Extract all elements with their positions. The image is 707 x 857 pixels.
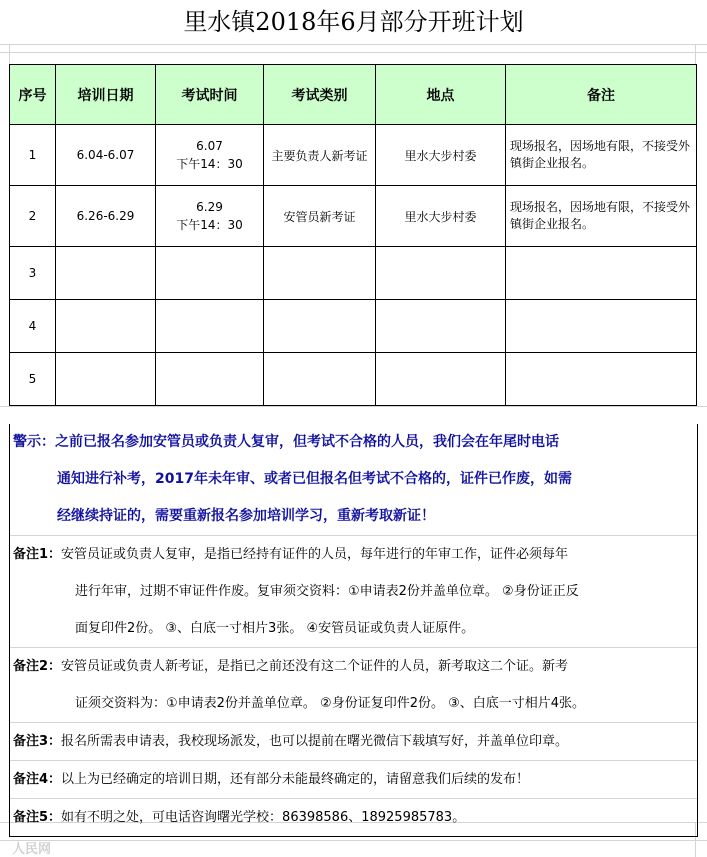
cell-no: 2: [10, 186, 56, 247]
empty-cell: [376, 353, 506, 406]
table-row: [10, 125, 697, 186]
header-cell: 地点: [376, 65, 506, 125]
schedule-table: [9, 64, 697, 406]
cell-place: 里水大步村委: [376, 125, 506, 186]
empty-cell: [156, 353, 264, 406]
grid-line: [0, 44, 707, 45]
warning-line: 经继续持证的，需要重新报名参加培训学习，重新考取新证！: [57, 508, 435, 524]
note-text: 如有不明之处，可电话咨询曙光学校：86398586、18925985783。: [61, 810, 466, 825]
header-cell: 考试时间: [156, 65, 264, 125]
watermark: 人民网: [12, 842, 52, 857]
note-3: [10, 723, 697, 761]
header-cell: 考试类别: [264, 65, 376, 125]
note-label: 备注2：: [13, 659, 62, 674]
header-cell: 备注: [506, 65, 697, 125]
table-row: [10, 300, 697, 353]
note-label: 备注5：: [13, 810, 62, 825]
cell-no: 4: [10, 300, 56, 353]
exam-clock: 下午14：30: [176, 157, 243, 171]
cell-exam-time: [156, 186, 264, 247]
note-text: 证须交资料为：①申请表2份并盖单位章。 ②身份证复印件2份。 ③、白底一寸相片4张。: [75, 696, 586, 711]
note-text: 安管员证或负责人新考证，是指已之前还没有这二个证件的人员，新考取这二个证。新考: [61, 659, 569, 674]
table-row: [10, 247, 697, 300]
note-5: [10, 799, 697, 837]
exam-date: 6.29: [196, 200, 223, 214]
empty-cell: [264, 353, 376, 406]
cell-place: 里水大步村委: [376, 186, 506, 247]
grid-line: [0, 52, 707, 53]
cell-no: 5: [10, 353, 56, 406]
empty-cell: [56, 353, 156, 406]
page-title: 里水镇2018年6月部分开班计划: [183, 8, 524, 36]
cell-no: 3: [10, 247, 56, 300]
empty-cell: [56, 247, 156, 300]
note-4: [10, 761, 697, 799]
cell-date: 6.04-6.07: [56, 125, 156, 186]
cell-date: 6.26-6.29: [56, 186, 156, 247]
note-text: 安管员证或负责人复审，是指已经持有证件的人员，每年进行的年审工作，证件必须每年: [61, 547, 569, 562]
note-1: [10, 536, 697, 648]
note-text: 以上为已经确定的培训日期，还有部分未能最终确定的，请留意我们后续的发布！: [61, 772, 530, 787]
note-label: 备注4：: [13, 772, 62, 787]
empty-cell: [264, 300, 376, 353]
exam-clock: 下午14：30: [176, 218, 243, 232]
table-row: [10, 353, 697, 406]
warning-line: 警示：之前已报名参加安管员或负责人复审，但考试不合格的人员，我们会在年尾时电话: [13, 434, 559, 450]
empty-cell: [156, 300, 264, 353]
table-header-row: [10, 65, 697, 125]
empty-cell: [56, 300, 156, 353]
cell-remark: 现场报名，因场地有限，不接受外镇街企业报名。: [506, 125, 697, 186]
empty-cell: [156, 247, 264, 300]
notes-section: [9, 424, 698, 837]
grid-line: [9, 44, 10, 64]
warning-line: 通知进行补考，2017年未年审、或者已但报名但考试不合格的，证件已作废，如需: [57, 471, 572, 487]
note-text: 面复印件2份。 ③、白底一寸相片3张。 ④安管员证或负责人证原件。: [75, 621, 475, 636]
cell-category: 主要负责人新考证: [264, 125, 376, 186]
empty-cell: [376, 247, 506, 300]
cell-category: 安管员新考证: [264, 186, 376, 247]
empty-cell: [264, 247, 376, 300]
cell-remark: 现场报名，因场地有限，不接受外镇街企业报名。: [506, 186, 697, 247]
note-2: [10, 648, 697, 723]
empty-cell: [506, 353, 697, 406]
grid-line: [0, 840, 707, 841]
table-row: [10, 186, 697, 247]
note-label: 备注3：: [13, 734, 62, 749]
note-text: 进行年审，过期不审证件作废。复审须交资料：①申请表2份并盖单位章。 ②身份证正反: [75, 584, 579, 599]
empty-cell: [376, 300, 506, 353]
header-cell: 培训日期: [56, 65, 156, 125]
cell-exam-time: [156, 125, 264, 186]
empty-cell: [506, 247, 697, 300]
grid-line: [695, 44, 696, 64]
cell-no: 1: [10, 125, 56, 186]
header-cell: 序号: [10, 65, 56, 125]
warning-block: [10, 424, 697, 536]
empty-cell: [506, 300, 697, 353]
exam-date: 6.07: [196, 139, 223, 153]
grid-line: [0, 406, 707, 407]
note-text: 报名所需表申请表，我校现场派发，也可以提前在曙光微信下载填写好，并盖单位印章。: [61, 734, 569, 749]
note-label: 备注1：: [13, 547, 62, 562]
